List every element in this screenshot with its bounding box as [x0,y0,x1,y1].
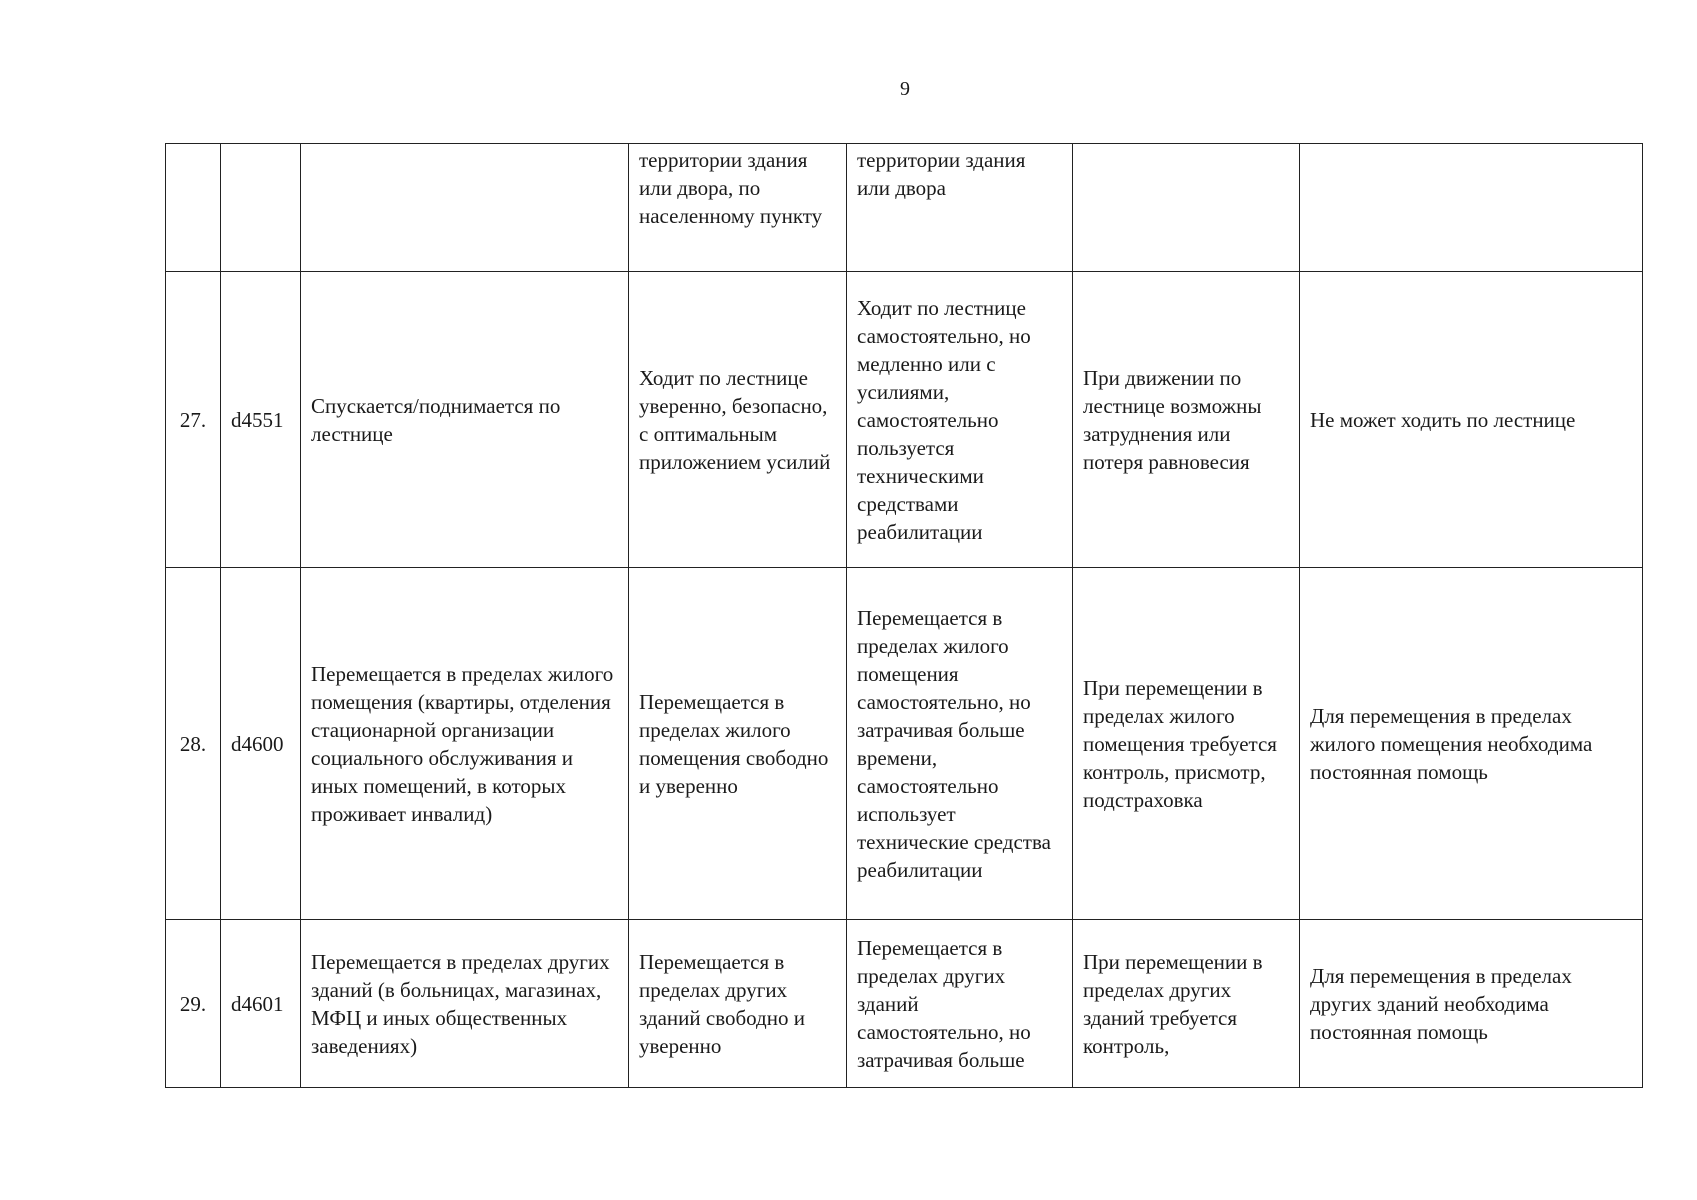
level-1-cell: Перемещается в пределах других зданий самостоятельно, но затрачивая больше [847,920,1073,1088]
activity-cell: Спускается/поднимается по лестнице [301,272,629,568]
activity-cell [301,144,629,272]
table-row [166,568,1643,920]
row-number-cell: 29. [166,920,221,1088]
table-row [166,920,1643,1088]
level-0-cell: Перемещается в пределах других зданий свободно и уверенно [629,920,847,1088]
code-cell [221,144,301,272]
level-0-cell: Ходит по лестнице уверенно, безопасно, с оптимальным приложением усилий [629,272,847,568]
level-3-cell [1300,144,1643,272]
level-3-cell: Для перемещения в пределах других зданий необходима постоянная помощь [1300,920,1643,1088]
level-0-cell: Перемещается в пределах жилого помещения свободно и уверенно [629,568,847,920]
code-cell: d4551 [221,272,301,568]
level-2-cell: При перемещении в пределах других зданий требуется контроль, [1073,920,1300,1088]
code-cell: d4600 [221,568,301,920]
level-2-cell: При движении по лестнице возможны затруднения или потеря равновесия [1073,272,1300,568]
level-1-cell: Ходит по лестнице самостоятельно, но медленно или с усилиями, самостоятельно пользуется техническими средствами реабилитации [847,272,1073,568]
level-3-cell: Для перемещения в пределах жилого помещения необходима постоянная помощь [1300,568,1643,920]
level-0-cell: территории здания или двора, по населенному пункту [629,144,847,272]
row-number-cell [166,144,221,272]
row-number-cell: 27. [166,272,221,568]
level-2-cell: При перемещении в пределах жилого помещения требуется контроль, присмотр, подстраховка [1073,568,1300,920]
level-2-cell [1073,144,1300,272]
code-cell: d4601 [221,920,301,1088]
row-number-cell: 28. [166,568,221,920]
level-1-cell: Перемещается в пределах жилого помещения самостоятельно, но затрачивая больше времени, самостоятельно использует технические средства реабилитации [847,568,1073,920]
functions-assessment-table [165,143,1643,1088]
table-row [166,144,1643,272]
level-3-cell: Не может ходить по лестнице [1300,272,1643,568]
activity-cell: Перемещается в пределах жилого помещения (квартиры, отделения стационарной организации социального обслуживания и иных помещений, в которых проживает инвалид) [301,568,629,920]
page-number: 9 [900,78,910,100]
level-1-cell: территории здания или двора [847,144,1073,272]
table-row [166,272,1643,568]
activity-cell: Перемещается в пределах других зданий (в больницах, магазинах, МФЦ и иных общественных заведениях) [301,920,629,1088]
